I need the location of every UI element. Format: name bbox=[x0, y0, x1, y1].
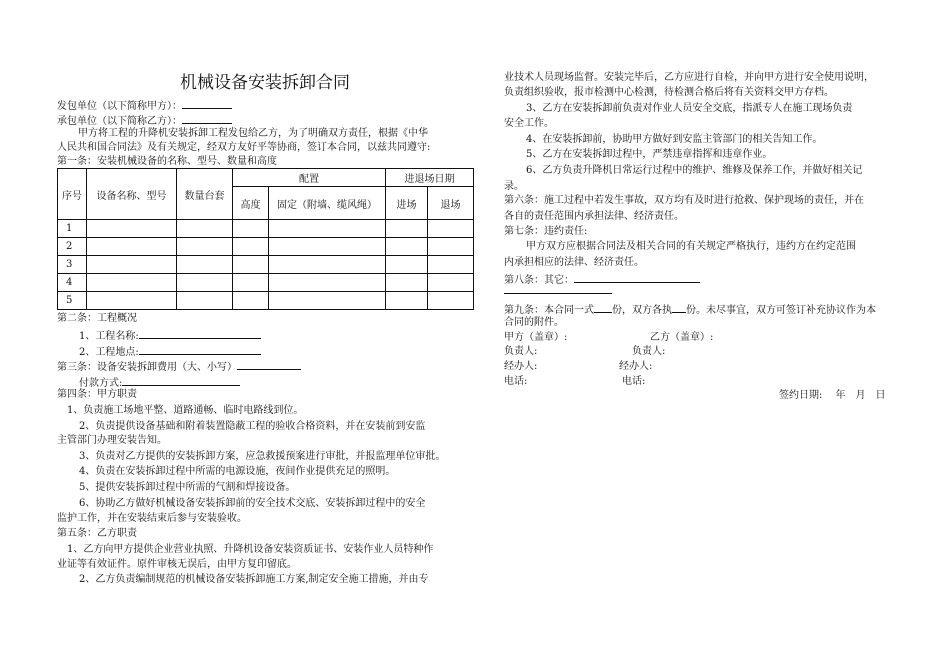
row-number: 4 bbox=[58, 274, 87, 292]
article-4-item-5: 5、提供安装拆卸过程中所需的气割和焊接设备。 bbox=[79, 482, 296, 493]
article-5-item-2a: 2、乙方负责编制规范的机械设备安装拆卸施工方案,制定安全施工措施，并由专 bbox=[79, 574, 429, 585]
project-name-blank[interactable] bbox=[139, 327, 261, 339]
table-row bbox=[58, 238, 474, 256]
article-6-line-2: 各自的责任范围内承担法律、经济责任。 bbox=[504, 211, 684, 222]
table-cell[interactable] bbox=[87, 274, 177, 292]
article-9-mid: 份，双方各执 bbox=[612, 305, 672, 316]
table-cell[interactable] bbox=[428, 292, 474, 310]
table-cell[interactable] bbox=[233, 220, 269, 238]
header-config: 配置 bbox=[233, 169, 386, 187]
article-4-item-2b: 主管部门办理安装告知。 bbox=[57, 435, 167, 446]
header-entry: 进场 bbox=[386, 187, 428, 220]
continued-line-2: 负责组织验收，报市检测中心检测，待检测合格后将有关资料交甲方存档。 bbox=[504, 87, 834, 98]
table-cell[interactable] bbox=[269, 220, 386, 238]
article-5-item-4: 4、在安装拆卸前，协助甲方做好到安监主管部门的相关告知工作。 bbox=[526, 134, 823, 145]
signing-date: 签约日期: 年 月 日 bbox=[779, 390, 886, 401]
table-cell[interactable] bbox=[177, 292, 233, 310]
article-5-heading: 第五条：乙方职责 bbox=[57, 528, 137, 539]
table-row bbox=[58, 274, 474, 292]
other-terms-blank[interactable] bbox=[574, 271, 700, 283]
article-2-heading: 第二条：工程概况 bbox=[57, 313, 137, 324]
article-1-heading: 第一条：安装机械设备的名称、型号、数量和高度 bbox=[57, 156, 277, 167]
article-4-item-4: 4、负责在安装拆卸过程中所需的电源设施，夜间作业提供充足的照明。 bbox=[79, 466, 396, 477]
equipment-table bbox=[57, 168, 474, 310]
table-cell[interactable] bbox=[87, 256, 177, 274]
article-5-item-1a: 1、乙方向甲方提供企业营业执照、升降机设备安装资质证书、安装作业人员特种作 bbox=[67, 544, 434, 555]
party-b-label: 承包单位（以下简称乙方）： bbox=[57, 116, 182, 127]
project-location-label: 2、工程地点: bbox=[79, 347, 139, 358]
article-3-line bbox=[57, 358, 301, 375]
article-8-heading: 第八条：其它： bbox=[504, 275, 574, 286]
party-a-phone: 电话: bbox=[504, 376, 528, 387]
table-cell[interactable] bbox=[269, 292, 386, 310]
article-4-item-3: 3、负责对乙方提供的安装拆卸方案，应急救援预案进行审批，并报监理单位审批。 bbox=[79, 451, 446, 462]
table-cell[interactable] bbox=[177, 256, 233, 274]
payment-label: 付款方式: bbox=[79, 378, 123, 389]
table-cell[interactable] bbox=[386, 238, 428, 256]
article-5-item-3a: 3、乙方在安装拆卸前负责对作业人员安全交底，指派专人在施工现场负责 bbox=[526, 103, 853, 114]
copies-each-blank[interactable] bbox=[672, 301, 686, 313]
table-cell[interactable] bbox=[177, 274, 233, 292]
article-5-item-6b: 录。 bbox=[504, 181, 524, 192]
row-number: 2 bbox=[58, 238, 87, 256]
table-cell[interactable] bbox=[87, 292, 177, 310]
table-cell[interactable] bbox=[386, 274, 428, 292]
article-7-heading: 第七条：违约责任: bbox=[504, 226, 588, 237]
header-height: 高度 bbox=[233, 187, 269, 220]
payment-blank[interactable] bbox=[122, 374, 240, 386]
article-5-item-3b: 安全工作。 bbox=[504, 118, 554, 129]
table-cell[interactable] bbox=[386, 220, 428, 238]
table-cell[interactable] bbox=[269, 256, 386, 274]
table-cell[interactable] bbox=[233, 274, 269, 292]
project-name-label: 1、工程名称: bbox=[79, 331, 139, 342]
header-equipment-name: 设备名称、型号 bbox=[87, 169, 177, 220]
table-cell[interactable] bbox=[233, 256, 269, 274]
article-5-item-6a: 6、乙方负责升降机日常运行过程中的维护、维修及保养工作，并做好相关记 bbox=[526, 165, 863, 176]
header-dates: 进退场日期 bbox=[386, 169, 474, 187]
article-6-line-1: 第六条：施工过程中若发生事故，双方均有及时进行抢救、保护现场的责任，并在 bbox=[504, 195, 864, 206]
table-cell[interactable] bbox=[233, 238, 269, 256]
table-cell[interactable] bbox=[386, 256, 428, 274]
article-7-line-2: 内承担相应的法律、经济责任。 bbox=[504, 257, 644, 268]
project-name-line bbox=[79, 327, 261, 344]
intro-line-2: 人民共和国合同法》及有关规定，经双方友好平等协商，签订本合同，以兹共同遵守: bbox=[57, 142, 431, 153]
table-row bbox=[58, 256, 474, 274]
header-no: 序号 bbox=[58, 169, 87, 220]
row-number: 3 bbox=[58, 256, 87, 274]
party-b-phone: 电话: bbox=[622, 376, 646, 387]
header-quantity: 数量台套 bbox=[177, 169, 233, 220]
table-cell[interactable] bbox=[177, 238, 233, 256]
table-cell[interactable] bbox=[269, 238, 386, 256]
party-a-blank[interactable] bbox=[182, 97, 232, 109]
article-4-heading: 第四条：甲方职责 bbox=[57, 389, 137, 400]
party-b-head: 负责人: bbox=[632, 346, 666, 357]
article-4-item-1: 1、负责施工场地平整、道路通畅、临时电路线到位。 bbox=[67, 405, 304, 416]
article-5-item-1b: 业证等有效证件。原件审核无误后，由甲方复印留底。 bbox=[57, 559, 297, 570]
table-cell[interactable] bbox=[87, 238, 177, 256]
row-number: 5 bbox=[58, 292, 87, 310]
table-cell[interactable] bbox=[428, 238, 474, 256]
article-5-item-5: 5、乙方在安装拆卸过程中，严禁违章指挥和违章作业。 bbox=[526, 149, 773, 160]
article-4-item-6b: 监护工作，并在安装结束后参与安装验收。 bbox=[57, 513, 247, 524]
article-8-line bbox=[504, 271, 700, 288]
party-a-label: 发包单位（以下简称甲方）： bbox=[57, 101, 182, 112]
article-4-item-6a: 6、协助乙方做好机械设备安装拆卸前的安全技术交底、安装拆卸过程中的安全 bbox=[79, 498, 426, 509]
table-row bbox=[58, 292, 474, 310]
article-7-line-1: 甲方双方应根据合同法及相关合同的有关规定严格执行，违约方在约定范围 bbox=[526, 241, 856, 252]
other-terms-extra-line[interactable] bbox=[504, 293, 612, 294]
copies-total-blank[interactable] bbox=[594, 301, 612, 313]
party-b-blank[interactable] bbox=[182, 112, 232, 124]
fee-blank[interactable] bbox=[237, 358, 301, 370]
party-b-seal: 乙方（盖章）: bbox=[650, 332, 714, 343]
party-a-head: 负责人: bbox=[504, 346, 538, 357]
article-3-heading: 第三条：设备安装拆卸费用（大、小写） bbox=[57, 362, 237, 373]
party-b-agent: 经办人: bbox=[619, 361, 653, 372]
article-9-post: 份。未尽事宜，双方可签订补充协议作为本 bbox=[686, 305, 876, 316]
table-cell[interactable] bbox=[87, 220, 177, 238]
table-cell[interactable] bbox=[177, 220, 233, 238]
header-fixing: 固定（附墙、缆风绳） bbox=[269, 187, 386, 220]
table-cell[interactable] bbox=[428, 256, 474, 274]
header-exit: 退场 bbox=[428, 187, 474, 220]
article-9-pre: 第九条：本合同一式 bbox=[504, 305, 594, 316]
article-9-line-2: 合同的附件。 bbox=[504, 317, 564, 328]
table-cell[interactable] bbox=[386, 292, 428, 310]
table-cell[interactable] bbox=[233, 292, 269, 310]
continued-line-1: 业技术人员现场监督。安装完毕后，乙方应进行自检，并向甲方进行安全使用说明， bbox=[504, 72, 874, 83]
table-row bbox=[58, 220, 474, 238]
contract-title: 机械设备安装拆卸合同 bbox=[180, 73, 350, 93]
party-a-agent: 经办人: bbox=[504, 361, 538, 372]
party-a-seal: 甲方（盖章）: bbox=[504, 332, 568, 343]
table-cell[interactable] bbox=[428, 220, 474, 238]
project-location-blank[interactable] bbox=[139, 343, 261, 355]
table-cell[interactable] bbox=[428, 274, 474, 292]
table-cell[interactable] bbox=[269, 274, 386, 292]
intro-line-1: 甲方将工程的升降机安装拆卸工程发包给乙方，为了明确双方责任，根据《中华 bbox=[78, 128, 428, 139]
article-4-item-2a: 2、负责提供设备基础和附着装置隐蔽工程的验收合格资料，并在安装前到安监 bbox=[79, 421, 426, 432]
row-number: 1 bbox=[58, 220, 87, 238]
